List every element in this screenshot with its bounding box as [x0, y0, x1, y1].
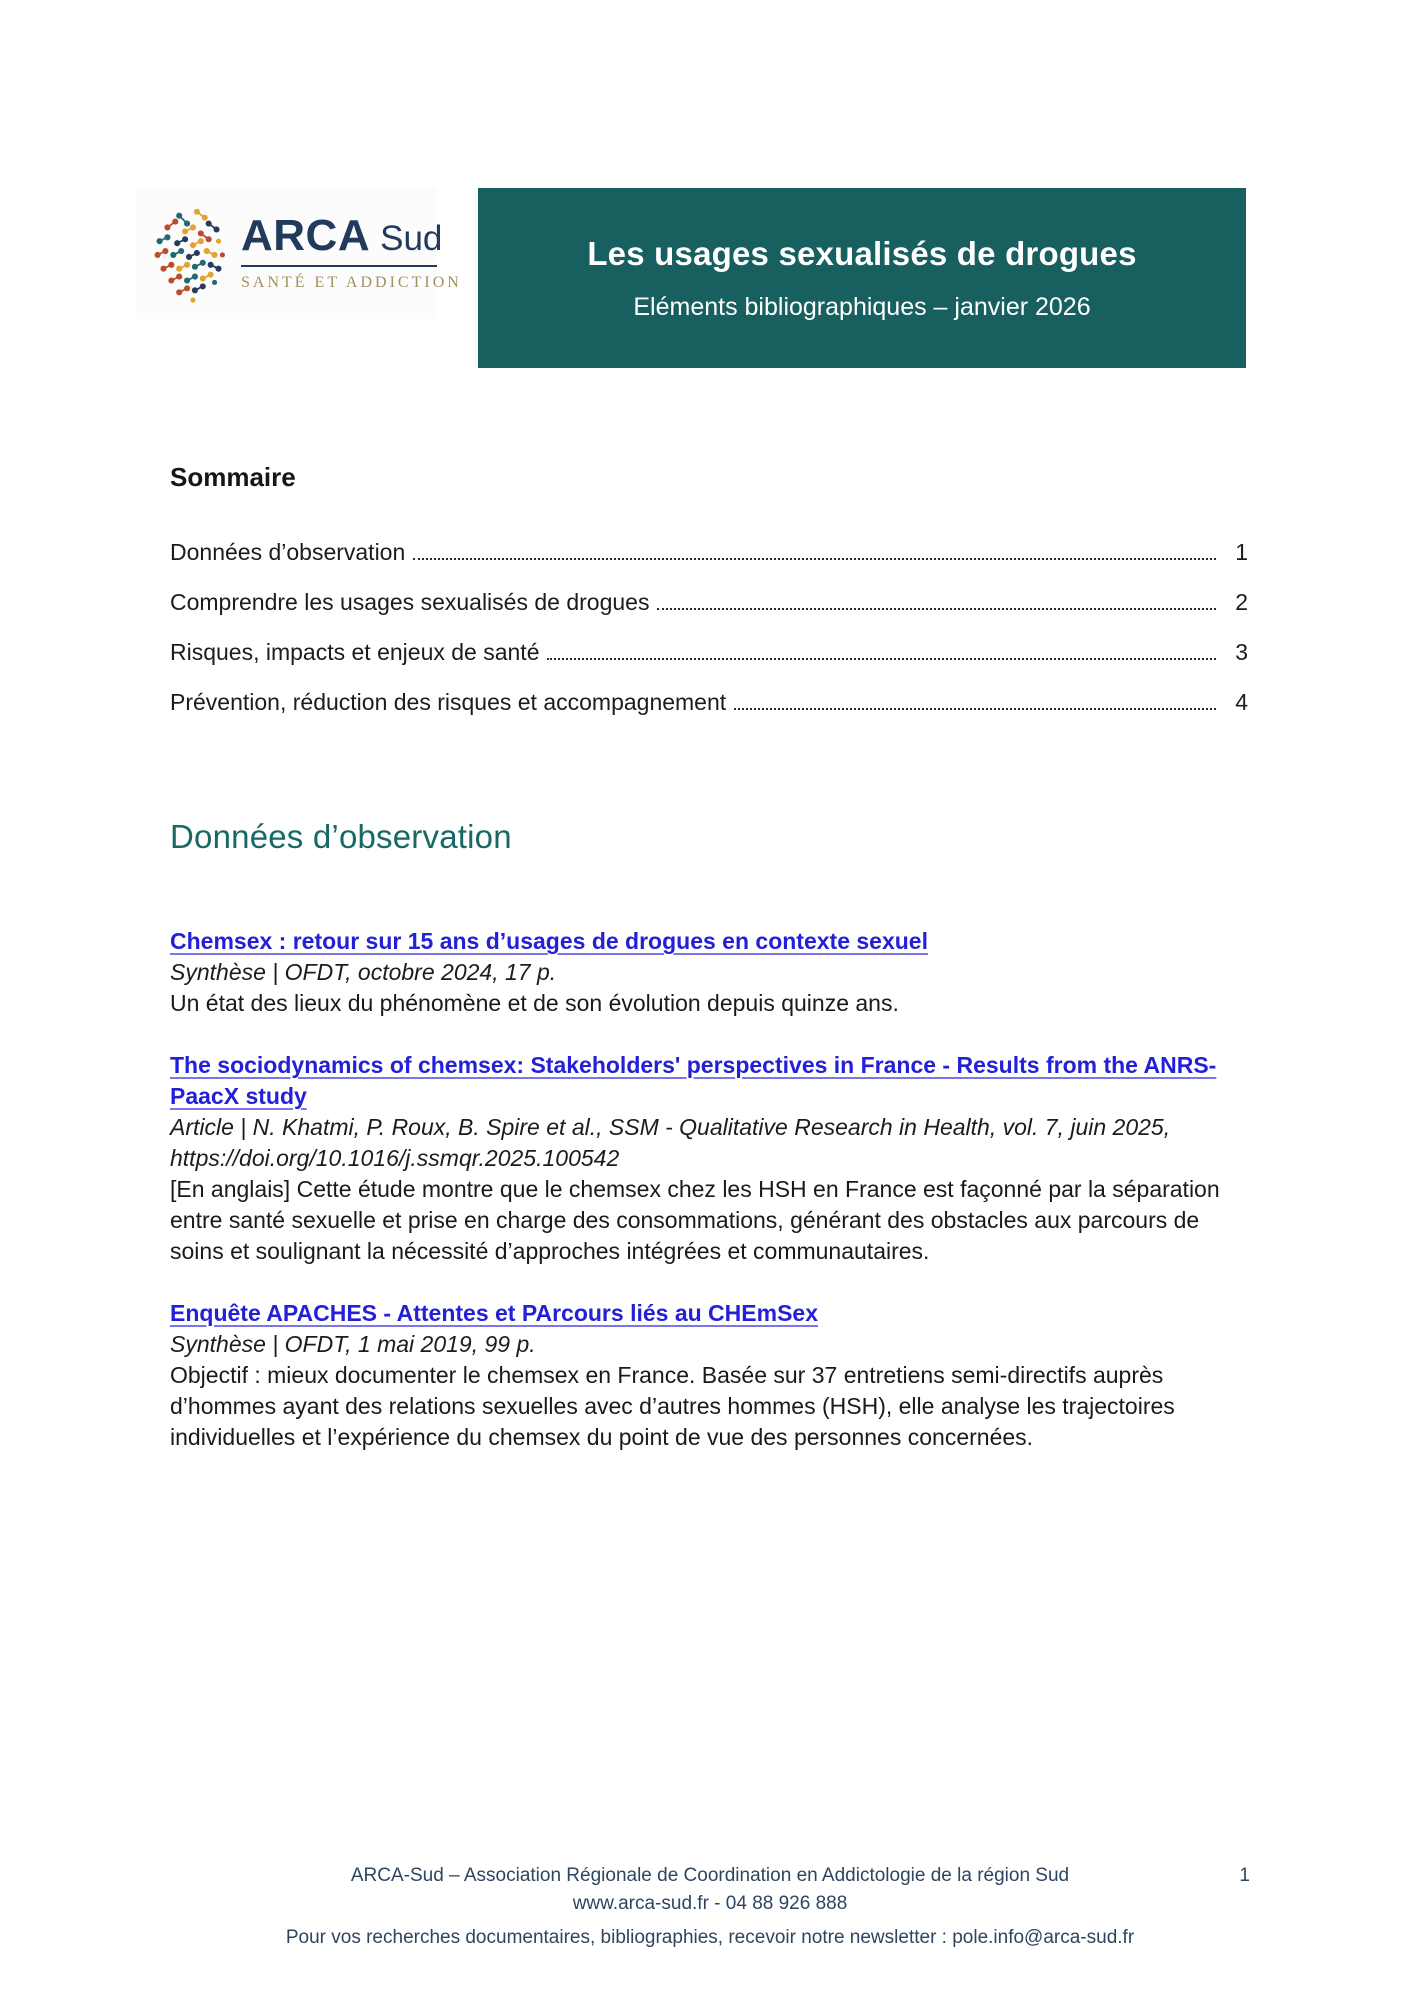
bibliography-entry	[170, 926, 1250, 1019]
entry-description: Objectif : mieux documenter le chemsex en France. Basée sur 37 entretiens semi-directifs auprès d’hommes ayant des relations sexuelles avec d’autres hommes (HSH), elle analyse les trajectoires individuelles et l’expérience du chemsex du point de vue des personnes concernées.	[170, 1362, 1175, 1450]
bibliography-entry	[170, 1050, 1250, 1267]
toc-item-label[interactable]: Risques, impacts et enjeux de santé	[170, 639, 540, 665]
entry-title-link[interactable]: Chemsex : retour sur 15 ans d’usages de drogues en contexte sexuel	[170, 928, 928, 954]
toc-item-label[interactable]: Comprendre les usages sexualisés de drogues	[170, 589, 650, 615]
entry-source: Article | N. Khatmi, P. Roux, B. Spire et al., SSM - Qualitative Research in Health, vol. 7, juin 2025, https://doi.org/10.1016/j.ssmqr.2025.100542	[170, 1114, 1171, 1171]
toc-dot-leader	[657, 608, 1216, 610]
document-subtitle: Eléments bibliographiques – janvier 2026	[633, 292, 1091, 321]
toc-item-label[interactable]: Données d’observation	[170, 539, 406, 565]
toc-page-number: 2	[1235, 589, 1248, 615]
toc-item-prevention-reduction[interactable]	[170, 689, 1248, 717]
page-number: 1	[1239, 1865, 1250, 1886]
toc-dot-leader	[413, 558, 1216, 560]
logo-brand-suffix: Sud	[380, 219, 443, 258]
section-donnees-observation	[170, 818, 1250, 1484]
toc-dot-leader	[734, 708, 1216, 710]
title-banner	[478, 188, 1246, 368]
toc-page-number: 1	[1235, 539, 1248, 565]
footer-contact-line: www.arca-sud.fr - 04 88 926 888	[572, 1893, 848, 1914]
logo-tagline: SANTÉ ET ADDICTION	[241, 274, 462, 291]
entry-source: Synthèse | OFDT, octobre 2024, 17 p.	[170, 959, 557, 985]
page-footer	[170, 1862, 1250, 1952]
logo-divider	[241, 265, 437, 267]
toc-item-label[interactable]: Prévention, réduction des risques et accompagnement	[170, 689, 727, 715]
section-heading: Données d’observation	[170, 818, 512, 855]
toc-heading: Sommaire	[170, 462, 296, 492]
footer-org-line: ARCA-Sud – Association Régionale de Coordination en Addictologie de la région Sud	[350, 1865, 1070, 1886]
toc-page-number: 3	[1235, 639, 1248, 665]
toc-item-donnees-observation[interactable]	[170, 539, 1248, 567]
logo-wordmark	[241, 211, 462, 292]
bibliography-entry	[170, 1298, 1250, 1453]
document-title: Les usages sexualisés de drogues	[587, 234, 1137, 272]
toc-item-risques-impacts[interactable]	[170, 639, 1248, 667]
arca-sud-logo	[135, 187, 462, 319]
toc-item-comprendre-usages[interactable]	[170, 589, 1248, 617]
toc-page-number: 4	[1235, 689, 1248, 715]
entry-description: Un état des lieux du phénomène et de son évolution depuis quinze ans.	[170, 990, 899, 1016]
entry-description: [En anglais] Cette étude montre que le chemsex chez les HSH en France est façonné par la séparation entre santé sexuelle et prise en charge des consommations, générant des obstacles aux parcours de soins et soulignant la nécessité d’approches intégrées et communautaires.	[170, 1176, 1220, 1264]
logo-brand-text: ARCA	[241, 211, 371, 260]
entry-title-link[interactable]: The sociodynamics of chemsex: Stakeholders' perspectives in France - Results from the ANRS-PaacX study	[170, 1052, 1217, 1109]
entry-source: Synthèse | OFDT, 1 mai 2019, 99 p.	[170, 1331, 536, 1357]
footer-newsletter-line: Pour vos recherches documentaires, bibliographies, recevoir notre newsletter : pole.info@arca-sud.fr	[285, 1927, 1135, 1948]
molecule-network-icon	[149, 198, 231, 308]
table-of-contents	[170, 462, 1248, 739]
toc-dot-leader	[547, 658, 1216, 660]
entry-title-link[interactable]: Enquête APACHES - Attentes et PArcours liés au CHEmSex	[170, 1300, 818, 1326]
